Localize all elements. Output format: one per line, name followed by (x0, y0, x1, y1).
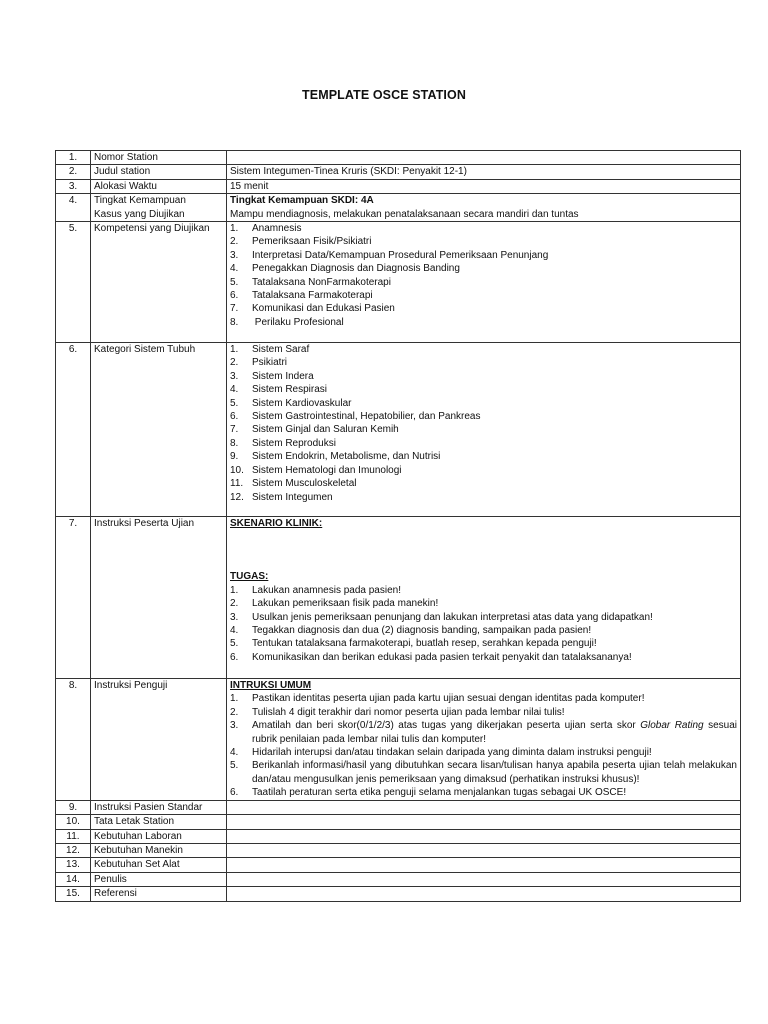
row-number: 10. (56, 815, 91, 829)
list-item: 12. Sistem Integumen (230, 491, 333, 503)
table-row (56, 829, 741, 843)
list-item: 3. Usulkan jenis pemeriksaan penunjang dan lakukan interpretasi atas data yang didapatkan! (230, 611, 653, 623)
table-row (56, 815, 741, 829)
row-label: Alokasi Waktu (91, 179, 227, 193)
table-row (56, 843, 741, 857)
row-number: 2. (56, 165, 91, 179)
skdi-level-description: Mampu mendiagnosis, melakukan penatalaksanaan secara mandiri dan tuntas (230, 208, 579, 220)
list-item: 2. Psikiatri (230, 357, 288, 369)
list-item: 7. Sistem Ginjal dan Saluran Kemih (230, 424, 399, 436)
osce-station-table (55, 150, 741, 902)
list-item: 5. Tentukan tatalaksana farmakoterapi, buatlah resep, serahkan kepada penguji! (230, 638, 597, 650)
row-value (227, 858, 741, 872)
list-item: 4. Hidarilah interupsi dan/atau tindakan selain daripada yang diminta dalam instruksi penguji! (230, 747, 652, 759)
row-number: 1. (56, 151, 91, 165)
task-list (230, 584, 737, 664)
row-number: 7. (56, 517, 91, 679)
row-label: Tata Letak Station (91, 815, 227, 829)
row-label: Kompetensi yang Diujikan (91, 222, 227, 343)
table-row (56, 679, 741, 801)
list-item: 11. Sistem Musculoskeletal (230, 478, 357, 490)
list-item: 3. Interpretasi Data/Kemampuan Prosedural Pemeriksaan Penunjang (230, 249, 549, 261)
row-value (227, 194, 741, 222)
row-label: Penulis (91, 872, 227, 886)
tasks-heading: TUGAS: (230, 571, 269, 583)
row-number: 4. (56, 194, 91, 222)
clinical-scenario-body (230, 530, 737, 570)
row-value (227, 800, 741, 814)
list-item: 10. Sistem Hematologi dan Imunologi (230, 464, 402, 476)
list-item: 7. Komunikasi dan Edukasi Pasien (230, 303, 395, 315)
list-item: 2. Lakukan pemeriksaan fisik pada manekin! (230, 598, 439, 610)
row-label: Kebutuhan Set Alat (91, 858, 227, 872)
table-row (56, 517, 741, 679)
table-row (56, 887, 741, 901)
examiner-instruction-list (230, 692, 737, 799)
list-item: 1. Anamnesis (230, 223, 302, 235)
row-value (227, 151, 741, 165)
table-row (56, 194, 741, 222)
skdi-level-heading: Tingkat Kemampuan SKDI: 4A (230, 195, 374, 207)
row-value (227, 343, 741, 517)
row-value (227, 679, 741, 801)
list-item: 8. Perilaku Profesional (230, 316, 344, 328)
list-item: 6. Tatalaksana Farmakoterapi (230, 290, 373, 302)
row-label: Judul station (91, 165, 227, 179)
row-number: 11. (56, 829, 91, 843)
list-item: 3. Amatilah dan beri skor(0/1/2/3) atas tugas yang dikerjakan peserta ujian serta skor Globar Rating sesuai rubrik penilaian pada lembar nilai tulis dan komputer! (230, 720, 737, 745)
row-label (91, 194, 227, 222)
list-item: 6. Sistem Gastrointestinal, Hepatobilier, dan Pankreas (230, 411, 481, 423)
list-item: 1. Sistem Saraf (230, 344, 310, 356)
row-value (227, 517, 741, 679)
row-label: Kebutuhan Manekin (91, 843, 227, 857)
row-number: 8. (56, 679, 91, 801)
row-value (227, 222, 741, 343)
list-item: 6. Taatilah peraturan serta etika penguji selama menjalankan tugas sebagai UK OSCE! (230, 787, 627, 799)
table-row (56, 800, 741, 814)
list-item: 9. Sistem Endokrin, Metabolisme, dan Nutrisi (230, 451, 441, 463)
clinical-scenario-heading: SKENARIO KLINIK: (230, 518, 323, 530)
row-number: 15. (56, 887, 91, 901)
list-item: 1. Lakukan anamnesis pada pasien! (230, 584, 401, 596)
list-item: 6. Komunikasikan dan berikan edukasi pada pasien terkait penyakit dan tatalaksananya! (230, 651, 632, 663)
row-number: 12. (56, 843, 91, 857)
table-row (56, 165, 741, 179)
table-row (56, 343, 741, 517)
list-item: 3. Sistem Indera (230, 370, 314, 382)
row-value (227, 872, 741, 886)
row-value (227, 843, 741, 857)
list-item: 8. Sistem Reproduksi (230, 437, 336, 449)
row-number: 3. (56, 179, 91, 193)
row-number: 14. (56, 872, 91, 886)
competency-list (230, 222, 737, 329)
table-row (56, 151, 741, 165)
row-number: 6. (56, 343, 91, 517)
row-value (227, 829, 741, 843)
row-label: Instruksi Penguji (91, 679, 227, 801)
row-label-line: Kasus yang Diujikan (94, 208, 185, 220)
row-number: 5. (56, 222, 91, 343)
row-label: Instruksi Pasien Standar (91, 800, 227, 814)
row-value: 15 menit (227, 179, 741, 193)
row-value (227, 887, 741, 901)
table-row (56, 222, 741, 343)
list-item: 2. Tulislah 4 digit terakhir dari nomor peserta ujian pada lembar nilai tulis! (230, 706, 565, 718)
row-label: Nomor Station (91, 151, 227, 165)
row-label-line: Tingkat Kemampuan (94, 195, 186, 207)
row-value (227, 815, 741, 829)
row-number: 9. (56, 800, 91, 814)
row-value: Sistem Integumen-Tinea Kruris (SKDI: Penyakit 12-1) (227, 165, 741, 179)
list-item: 4. Sistem Respirasi (230, 384, 328, 396)
list-item: 4. Penegakkan Diagnosis dan Diagnosis Banding (230, 263, 460, 275)
row-label: Instruksi Peserta Ujian (91, 517, 227, 679)
list-item: 5. Berikanlah informasi/hasil yang dibutuhkan secara lisan/tulisan hanya apabila peserta ujian telah melakukan dan/atau mengusulkan jenis pemeriksaan yang dimaksud (perhatikan instruksi khusus)! (230, 760, 737, 785)
table-row (56, 179, 741, 193)
general-instructions-heading: INTRUKSI UMUM (230, 680, 312, 692)
list-item: 5. Tatalaksana NonFarmakoterapi (230, 276, 391, 288)
table-row (56, 858, 741, 872)
list-item: 4. Tegakkan diagnosis dan dua (2) diagnosis banding, sampaikan pada pasien! (230, 625, 592, 637)
row-number: 13. (56, 858, 91, 872)
row-label: Kategori Sistem Tubuh (91, 343, 227, 517)
list-item: 2. Pemeriksaan Fisik/Psikiatri (230, 236, 372, 248)
row-label: Kebutuhan Laboran (91, 829, 227, 843)
document-title: TEMPLATE OSCE STATION (302, 88, 466, 102)
body-system-list (230, 343, 737, 504)
list-item: 1. Pastikan identitas peserta ujian pada kartu ujian sesuai dengan identitas pada komputer! (230, 693, 645, 705)
row-label: Referensi (91, 887, 227, 901)
table-row (56, 872, 741, 886)
list-item: 5. Sistem Kardiovaskular (230, 397, 352, 409)
